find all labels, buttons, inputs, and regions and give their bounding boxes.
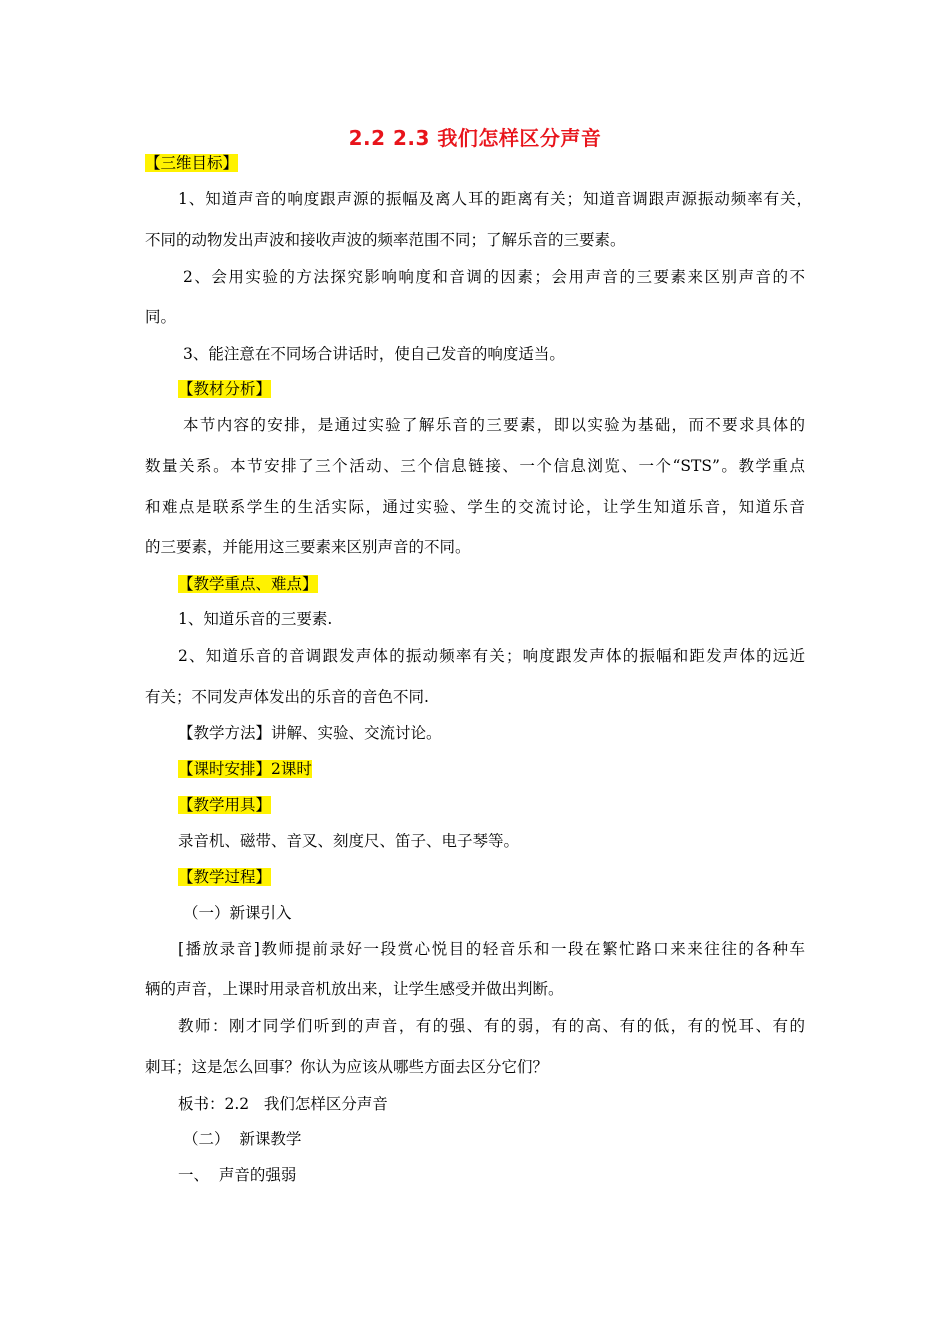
- goal-2-line-1: 2、会用实验的方法探究影响响度和音调的因素；会用声音的三要素来区别声音的不: [183, 268, 805, 286]
- intro-line-2: 辆的声音，上课时用录音机放出来，让学生感受并做出判断。: [145, 980, 564, 998]
- analysis-line-4: 的三要素，并能用这三要素来区别声音的不同。: [145, 538, 471, 556]
- goal-2-line-2: 同。: [145, 308, 177, 326]
- intro-heading: （一）新课引入: [183, 904, 292, 922]
- analysis-line-3: 和难点是联系学生的生活实际，通过实验、学生的交流讨论，让学生知道乐音，知道乐音: [145, 498, 805, 516]
- process-heading: 【教学过程】: [178, 868, 272, 886]
- goal-1-line-2: 不同的动物发出声波和接收声波的频率范围不同；了解乐音的三要素。: [145, 231, 626, 249]
- tools-list: 录音机、磁带、音叉、刻度尺、笛子、电子琴等。: [178, 832, 520, 850]
- tools-heading: 【教学用具】: [178, 796, 272, 814]
- document-title: 2.2 2.3 我们怎样区分声音: [348, 126, 602, 150]
- board-writing: 板书：2.2 我们怎样区分声音: [178, 1095, 388, 1113]
- new-lesson-heading: （二） 新课教学: [183, 1130, 302, 1148]
- schedule: [178, 758, 312, 780]
- analysis-line-2: 数量关系。本节安排了三个活动、三个信息链接、一个信息浏览、一个“STS”。教学重点: [145, 457, 805, 475]
- keypoint-1: 1、知道乐音的三要素.: [178, 610, 333, 628]
- goal-1-line-1: 1、知道声音的响度跟声源的振幅及离人耳的距离有关；知道音调跟声源振动频率有关，: [178, 190, 812, 208]
- goals-heading: 【三维目标】: [145, 154, 239, 172]
- keypoint-2-line-2: 有关；不同发声体发出的乐音的音色不同.: [145, 688, 429, 706]
- teaching-method: 【教学方法】讲解、实验、交流讨论。: [178, 724, 442, 742]
- schedule-heading: 【课时安排】: [178, 760, 272, 778]
- intro-line-1: [播放录音]教师提前录好一段赏心悦目的轻音乐和一段在繁忙路口来来往往的各种车: [178, 940, 805, 958]
- schedule-value: 2课时: [271, 760, 312, 778]
- keypoint-2-line-1: 2、知道乐音的音调跟发声体的振动频率有关；响度跟发声体的振幅和距发声体的远近: [178, 647, 805, 665]
- teacher-line-2: 刺耳；这是怎么回事？你认为应该从哪些方面去区分它们？: [145, 1058, 549, 1076]
- teacher-line-1: 教师：刚才同学们听到的声音，有的强、有的弱，有的高、有的低，有的悦耳、有的: [178, 1017, 805, 1035]
- goal-3: 3、能注意在不同场合讲话时，使自己发音的响度适当。: [183, 345, 565, 363]
- part-1-heading: 一、 声音的强弱: [178, 1166, 297, 1184]
- analysis-heading: 【教材分析】: [178, 380, 272, 398]
- analysis-line-1: 本节内容的安排，是通过实验了解乐音的三要素，即以实验为基础，而不要求具体的: [183, 416, 805, 434]
- keypoints-heading: 【教学重点、难点】: [178, 575, 318, 593]
